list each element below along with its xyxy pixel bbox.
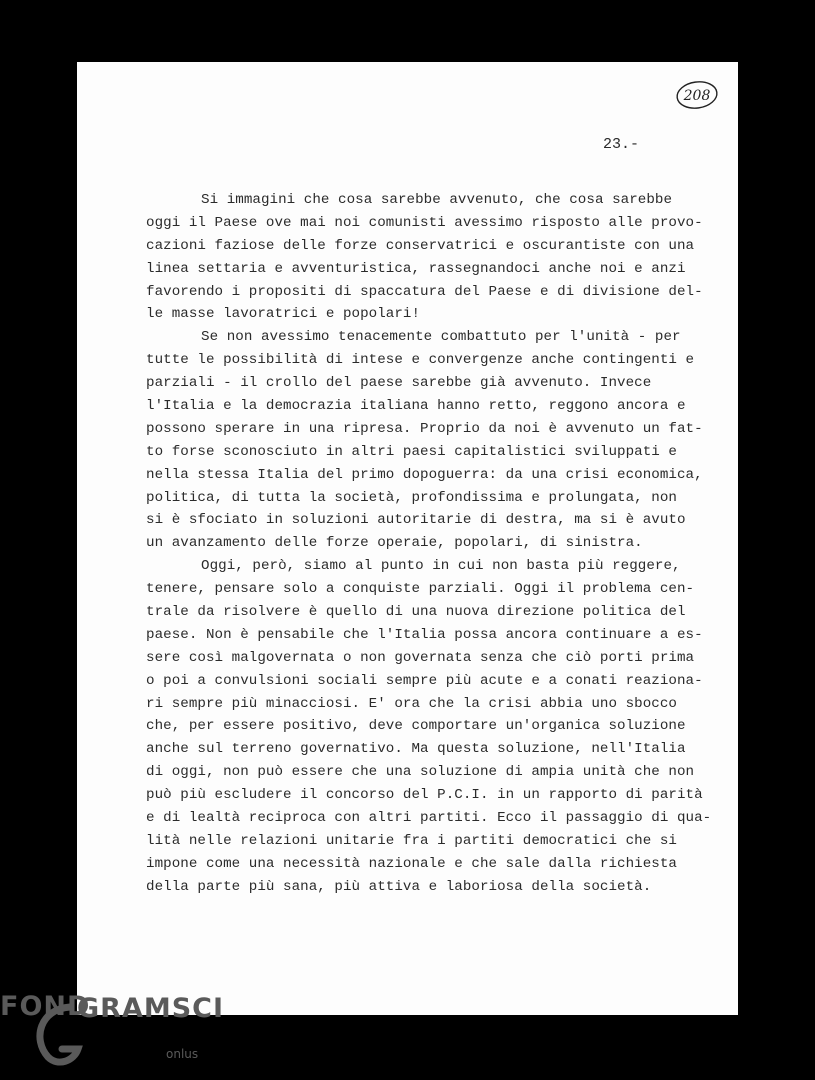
text-line: Si immagini che cosa sarebbe avvenuto, che cosa sarebbe	[201, 192, 673, 208]
text-line: anche sul terreno governativo. Ma questa soluzione, nell'Italia	[146, 741, 686, 758]
text-line: si è sfociato in soluzioni autoritarie di destra, ma si è avuto	[146, 512, 686, 529]
text-line: favorendo i propositi di spaccatura del Paese e di divisione del-	[146, 283, 703, 300]
text-line: e di lealtà reciproca con altri partiti. Ecco il passaggio di qua-	[146, 810, 712, 827]
watermark-logo	[0, 985, 230, 1080]
text-line: oggi il Paese ove mai noi comunisti avessimo risposto alle provo-	[146, 214, 703, 231]
watermark-word-gramsci: GRAMSCI	[77, 993, 225, 1024]
text-line: paese. Non è pensabile che l'Italia possa ancora continuare a es-	[146, 626, 703, 643]
text-line: to forse sconosciuto in altri paesi capitalistici sviluppati e	[146, 443, 677, 460]
archive-number-text: 208	[683, 88, 711, 104]
text-line: o poi a convulsioni sociali sempre più acute e a conati reaziona-	[146, 672, 703, 689]
text-line: Oggi, però, siamo al punto in cui non basta più reggere,	[201, 558, 681, 575]
handwritten-circle-icon	[675, 80, 719, 110]
text-line: linea settaria e avventuristica, rassegnandoci anche noi e anzi	[146, 260, 686, 277]
text-line: ri sempre più minacciosi. E' ora che la crisi abbia uno sbocco	[146, 695, 677, 712]
watermark-word-fond: FOND	[0, 991, 91, 1022]
text-line: possono sperare in una ripresa. Proprio da noi è avvenuto un fat-	[146, 420, 703, 437]
text-line: parziali - il crollo del paese sarebbe già avvenuto. Invece	[146, 375, 652, 392]
text-line: l'Italia e la democrazia italiana hanno retto, reggono ancora e	[146, 398, 686, 415]
watermark-suffix: onlus	[166, 1047, 199, 1061]
text-line: di oggi, non può essere che una soluzione di ampia unità che non	[146, 764, 695, 781]
text-line: impone come una necessità nazionale e che sale dalla richiesta	[146, 855, 677, 872]
page-number: 23.-	[603, 136, 640, 153]
text-line: che, per essere positivo, deve comportare un'organica soluzione	[146, 718, 686, 735]
text-line: può più escludere il concorso del P.C.I. in un rapporto di parità	[146, 787, 703, 804]
text-line: cazioni faziose delle forze conservatrici e oscurantiste con una	[146, 237, 695, 254]
text-line: della parte più sana, più attiva e laboriosa della società.	[146, 878, 652, 895]
text-line: tenere, pensare solo a conquiste parziali. Oggi il problema cen-	[146, 581, 695, 598]
text-line: lità nelle relazioni unitarie fra i partiti democratici che si	[146, 832, 677, 849]
text-line: tutte le possibilità di intese e convergenze anche contingenti e	[146, 352, 695, 369]
text-line: un avanzamento delle forze operaie, popolari, di sinistra.	[146, 535, 643, 552]
text-line: trale da risolvere è quello di una nuova direzione politica del	[146, 604, 686, 621]
text-line: Se non avessimo tenacemente combattuto per l'unità - per	[201, 329, 681, 346]
text-line: sere così malgovernata o non governata senza che ciò porti prima	[146, 649, 695, 666]
text-line: politica, di tutta la società, profondissima e prolungata, non	[146, 489, 677, 506]
archive-page-stamp	[675, 80, 719, 110]
text-line: nella stessa Italia del primo dopoguerra: da una crisi economica,	[146, 466, 703, 483]
text-line: le masse lavoratrici e popolari!	[146, 306, 421, 323]
typewritten-body	[146, 189, 712, 899]
